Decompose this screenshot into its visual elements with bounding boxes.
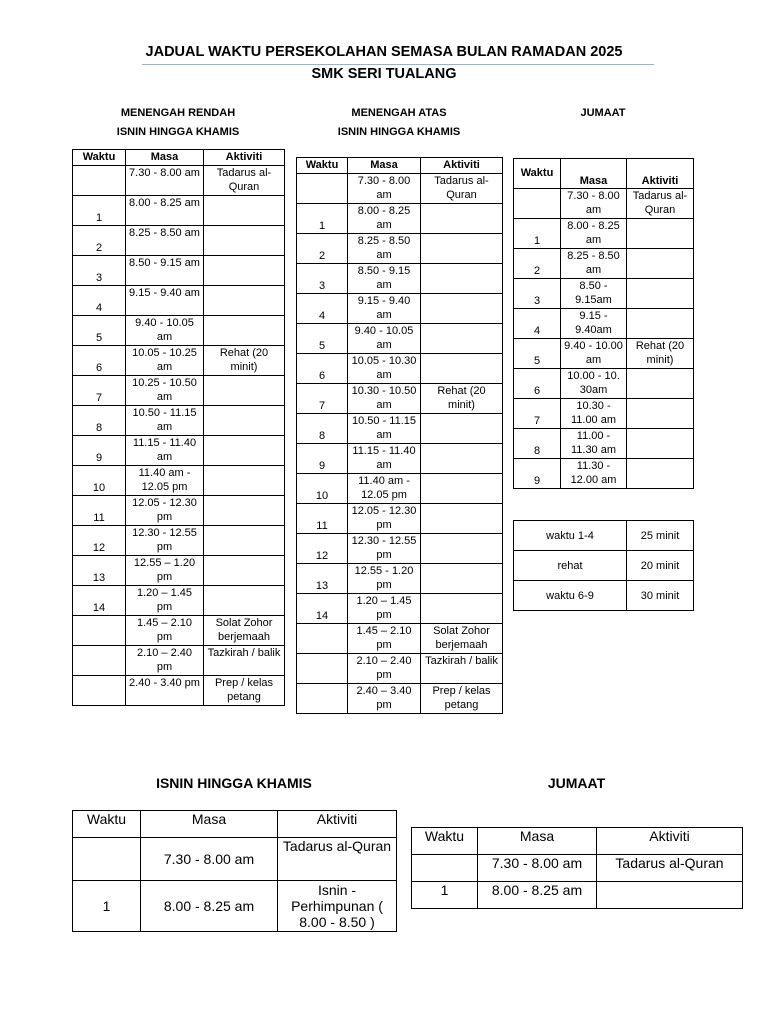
cell-aktiviti — [627, 309, 694, 339]
cell-masa: 8.25 - 8.50 am — [126, 226, 204, 256]
table-row — [73, 676, 285, 706]
atas-heading — [296, 104, 502, 142]
cell-aktiviti — [627, 459, 694, 489]
cell-masa: 12.30 - 12.55 pm — [126, 526, 204, 556]
cell-aktiviti — [204, 586, 285, 616]
table-row — [297, 504, 503, 534]
col-header-waktu: Waktu — [73, 811, 141, 838]
cell-waktu — [514, 189, 561, 219]
cell-aktiviti — [627, 219, 694, 249]
table-row — [297, 174, 503, 204]
cell-masa: 7.30 - 8.00 am — [478, 855, 597, 882]
cell-waktu: 7 — [73, 376, 126, 406]
cell-masa: 10.25 - 10.50 am — [126, 376, 204, 406]
cell-masa: 10.30 - 10.50 am — [348, 384, 421, 414]
cell-waktu — [73, 616, 126, 646]
cell-masa: 11.00 - 11.30 am — [561, 429, 627, 459]
cell-aktiviti — [627, 249, 694, 279]
cell-waktu: 2 — [514, 249, 561, 279]
col-header-aktiviti: Aktiviti — [278, 811, 397, 838]
atas-heading-days: ISNIN HINGGA KHAMIS — [337, 126, 461, 138]
cell-aktiviti — [204, 256, 285, 286]
bottom-left-table — [72, 810, 397, 932]
cell-aktiviti: Solat Zohor berjemaah — [204, 616, 285, 646]
cell-masa: 8.50 - 9.15 am — [126, 256, 204, 286]
rendah-heading-level: MENENGAH RENDAH — [120, 107, 236, 119]
page-title: JADUAL WAKTU PERSEKOLAHAN SEMASA BULAN RAMADAN 2025 — [145, 44, 623, 60]
cell-masa: 8.50 - 9.15 am — [348, 264, 421, 294]
cell-masa: 12.05 - 12.30 pm — [126, 496, 204, 526]
summary-label: waktu 1-4 — [514, 521, 627, 551]
cell-aktiviti: Tadarus al-Quran — [421, 174, 503, 204]
table-row — [297, 384, 503, 414]
table-row — [297, 234, 503, 264]
cell-masa: 12.55 - 1.20 pm — [348, 564, 421, 594]
table-row — [297, 294, 503, 324]
school-name: SMK SERI TUALANG — [311, 66, 457, 82]
table-header-row — [73, 811, 397, 838]
summary-row — [514, 581, 694, 611]
cell-masa: 9.15 - 9.40 am — [126, 286, 204, 316]
cell-waktu: 10 — [297, 474, 348, 504]
table-row — [297, 684, 503, 714]
table-row — [73, 166, 285, 196]
cell-masa: 11.40 am - 12.05 pm — [348, 474, 421, 504]
table-row — [297, 564, 503, 594]
cell-waktu: 1 — [514, 219, 561, 249]
summary-label: waktu 6-9 — [514, 581, 627, 611]
table-row — [73, 316, 285, 346]
table-row — [297, 264, 503, 294]
table-row — [514, 249, 694, 279]
cell-masa: 8.00 - 8.25 am — [126, 196, 204, 226]
table-row — [412, 882, 743, 909]
cell-aktiviti — [204, 406, 285, 436]
cell-waktu: 12 — [297, 534, 348, 564]
table-row — [514, 189, 694, 219]
table-row — [514, 459, 694, 489]
summary-value: 20 minit — [627, 551, 694, 581]
table-row — [73, 526, 285, 556]
cell-waktu — [412, 855, 478, 882]
cell-masa: 8.00 - 8.25 am — [478, 882, 597, 909]
cell-aktiviti — [204, 376, 285, 406]
cell-aktiviti — [597, 882, 743, 909]
cell-masa: 9.15 - 9.40 am — [348, 294, 421, 324]
cell-waktu: 4 — [73, 286, 126, 316]
rendah-table — [72, 149, 285, 706]
table-row — [73, 496, 285, 526]
cell-waktu: 1 — [412, 882, 478, 909]
table-row — [297, 204, 503, 234]
cell-masa: 10.05 - 10.30 am — [348, 354, 421, 384]
cell-masa: 2.10 – 2.40 pm — [348, 654, 421, 684]
cell-masa: 12.30 - 12.55 pm — [348, 534, 421, 564]
table-row — [73, 256, 285, 286]
cell-aktiviti — [421, 294, 503, 324]
cell-aktiviti — [421, 564, 503, 594]
cell-masa: 10.50 - 11.15 am — [126, 406, 204, 436]
cell-waktu: 4 — [297, 294, 348, 324]
summary-row — [514, 521, 694, 551]
cell-waktu: 3 — [514, 279, 561, 309]
summary-row — [514, 551, 694, 581]
col-header-masa: Masa — [348, 158, 421, 174]
summary-value: 30 minit — [627, 581, 694, 611]
table-row — [514, 429, 694, 459]
table-header-row — [297, 158, 503, 174]
table-row — [297, 354, 503, 384]
cell-aktiviti — [421, 444, 503, 474]
col-header-waktu: Waktu — [514, 159, 561, 189]
cell-masa: 10.30 - 11.00 am — [561, 399, 627, 429]
cell-waktu: 10 — [73, 466, 126, 496]
cell-aktiviti — [204, 496, 285, 526]
cell-aktiviti — [627, 279, 694, 309]
cell-waktu: 3 — [73, 256, 126, 286]
cell-masa: 11.40 am - 12.05 pm — [126, 466, 204, 496]
cell-aktiviti — [204, 196, 285, 226]
cell-waktu: 8 — [297, 414, 348, 444]
cell-masa: 9.40 - 10.05 am — [348, 324, 421, 354]
cell-masa: 7.30 - 8.00 am — [141, 838, 278, 881]
cell-waktu: 13 — [73, 556, 126, 586]
cell-waktu: 9 — [297, 444, 348, 474]
col-header-masa: Masa — [478, 828, 597, 855]
cell-masa: 11.30 - 12.00 am — [561, 459, 627, 489]
table-row — [297, 474, 503, 504]
table-row — [297, 534, 503, 564]
cell-aktiviti — [421, 594, 503, 624]
cell-aktiviti: Tadarus al-Quran — [597, 855, 743, 882]
cell-masa: 2.40 - 3.40 pm — [126, 676, 204, 706]
cell-masa: 9.40 - 10.00 am — [561, 339, 627, 369]
cell-masa: 8.50 - 9.15am — [561, 279, 627, 309]
cell-aktiviti — [204, 436, 285, 466]
cell-waktu: 9 — [514, 459, 561, 489]
table-row — [73, 406, 285, 436]
cell-aktiviti: Tadarus al-Quran — [627, 189, 694, 219]
cell-waktu: 5 — [514, 339, 561, 369]
title-divider — [142, 64, 654, 65]
cell-aktiviti — [421, 354, 503, 384]
cell-masa: 1.45 – 2.10 pm — [348, 624, 421, 654]
cell-aktiviti: Rehat (20 minit) — [204, 346, 285, 376]
cell-masa: 2.40 – 3.40 pm — [348, 684, 421, 714]
cell-masa: 11.15 - 11.40 am — [126, 436, 204, 466]
cell-waktu — [297, 624, 348, 654]
table-row — [514, 279, 694, 309]
cell-aktiviti — [204, 316, 285, 346]
cell-aktiviti: Prep / kelas petang — [421, 684, 503, 714]
atas-table — [296, 157, 503, 714]
cell-waktu: 14 — [73, 586, 126, 616]
jumaat-heading: JUMAAT — [580, 107, 626, 119]
cell-waktu: 2 — [297, 234, 348, 264]
cell-aktiviti — [627, 429, 694, 459]
cell-aktiviti — [627, 369, 694, 399]
cell-aktiviti — [421, 474, 503, 504]
duration-summary-table — [513, 520, 694, 611]
cell-aktiviti: Rehat (20 minit) — [627, 339, 694, 369]
col-header-aktiviti: Aktiviti — [421, 158, 503, 174]
table-header-row — [412, 828, 743, 855]
rendah-heading — [72, 104, 284, 142]
cell-waktu: 8 — [73, 406, 126, 436]
cell-waktu: 5 — [297, 324, 348, 354]
col-header-waktu: Waktu — [297, 158, 348, 174]
bottom-right-heading: JUMAAT — [547, 775, 606, 791]
col-header-masa: Masa — [141, 811, 278, 838]
table-row — [73, 646, 285, 676]
table-row — [297, 444, 503, 474]
cell-aktiviti: Isnin - Perhimpunan ( 8.00 - 8.50 ) — [278, 881, 397, 932]
cell-aktiviti — [421, 324, 503, 354]
cell-waktu — [73, 166, 126, 196]
table-header-row — [73, 150, 285, 166]
cell-waktu — [73, 676, 126, 706]
table-row — [297, 324, 503, 354]
cell-waktu: 11 — [297, 504, 348, 534]
cell-waktu: 1 — [297, 204, 348, 234]
table-row — [514, 399, 694, 429]
col-header-masa: Masa — [126, 150, 204, 166]
cell-aktiviti — [204, 556, 285, 586]
cell-waktu: 7 — [514, 399, 561, 429]
table-header-row — [514, 159, 694, 189]
cell-masa: 7.30 - 8.00 am — [561, 189, 627, 219]
cell-masa: 2.10 – 2.40 pm — [126, 646, 204, 676]
cell-aktiviti — [204, 286, 285, 316]
cell-masa: 8.00 - 8.25 am — [141, 881, 278, 932]
cell-masa: 1.20 – 1.45 pm — [348, 594, 421, 624]
cell-aktiviti: Prep / kelas petang — [204, 676, 285, 706]
table-row — [514, 219, 694, 249]
cell-masa: 10.05 - 10.25 am — [126, 346, 204, 376]
bottom-left-heading: ISNIN HINGGA KHAMIS — [156, 775, 312, 791]
table-row — [297, 654, 503, 684]
cell-masa: 11.15 - 11.40 am — [348, 444, 421, 474]
col-header-waktu: Waktu — [412, 828, 478, 855]
cell-aktiviti — [204, 226, 285, 256]
table-row — [297, 624, 503, 654]
summary-label: rehat — [514, 551, 627, 581]
table-row — [514, 369, 694, 399]
cell-aktiviti: Solat Zohor berjemaah — [421, 624, 503, 654]
cell-waktu: 6 — [297, 354, 348, 384]
table-row — [73, 226, 285, 256]
rendah-heading-days: ISNIN HINGGA KHAMIS — [116, 126, 240, 138]
cell-waktu: 9 — [73, 436, 126, 466]
cell-aktiviti — [627, 399, 694, 429]
cell-masa: 8.25 - 8.50 am — [561, 249, 627, 279]
cell-waktu: 1 — [73, 881, 141, 932]
cell-waktu — [73, 646, 126, 676]
col-header-masa: Masa — [561, 159, 627, 189]
cell-masa: 8.25 - 8.50 am — [348, 234, 421, 264]
cell-aktiviti: Tadarus al-Quran — [204, 166, 285, 196]
cell-waktu: 3 — [297, 264, 348, 294]
cell-aktiviti — [421, 414, 503, 444]
cell-waktu: 6 — [514, 369, 561, 399]
jumaat-table — [513, 158, 694, 489]
table-row — [297, 414, 503, 444]
cell-masa: 9.15 - 9.40am — [561, 309, 627, 339]
table-row — [73, 556, 285, 586]
cell-aktiviti — [421, 204, 503, 234]
cell-masa: 10.50 - 11.15 am — [348, 414, 421, 444]
cell-waktu: 4 — [514, 309, 561, 339]
cell-waktu: 11 — [73, 496, 126, 526]
cell-aktiviti: Tazkirah / balik — [204, 646, 285, 676]
cell-waktu — [297, 654, 348, 684]
table-row — [73, 376, 285, 406]
table-row — [73, 616, 285, 646]
table-row — [297, 594, 503, 624]
cell-aktiviti — [204, 466, 285, 496]
atas-heading-level: MENENGAH ATAS — [351, 107, 447, 119]
table-row — [73, 346, 285, 376]
cell-aktiviti — [421, 234, 503, 264]
col-header-aktiviti: Aktiviti — [627, 159, 694, 189]
cell-waktu: 8 — [514, 429, 561, 459]
cell-waktu: 13 — [297, 564, 348, 594]
cell-waktu: 7 — [297, 384, 348, 414]
cell-masa: 8.00 - 8.25 am — [348, 204, 421, 234]
cell-aktiviti: Tazkirah / balik — [421, 654, 503, 684]
cell-aktiviti — [421, 264, 503, 294]
cell-aktiviti — [421, 504, 503, 534]
cell-aktiviti — [421, 534, 503, 564]
col-header-aktiviti: Aktiviti — [597, 828, 743, 855]
cell-masa: 9.40 - 10.05 am — [126, 316, 204, 346]
table-row — [514, 309, 694, 339]
cell-aktiviti — [204, 526, 285, 556]
cell-waktu: 14 — [297, 594, 348, 624]
summary-value: 25 minit — [627, 521, 694, 551]
cell-waktu — [73, 838, 141, 881]
cell-waktu: 1 — [73, 196, 126, 226]
table-row — [412, 855, 743, 882]
cell-aktiviti: Rehat (20 minit) — [421, 384, 503, 414]
table-row — [73, 436, 285, 466]
cell-masa: 10.00 - 10. 30am — [561, 369, 627, 399]
table-row — [73, 838, 397, 881]
cell-aktiviti: Tadarus al-Quran — [278, 838, 397, 881]
cell-masa: 8.00 - 8.25 am — [561, 219, 627, 249]
cell-waktu: 12 — [73, 526, 126, 556]
table-row — [73, 881, 397, 932]
cell-masa: 1.45 – 2.10 pm — [126, 616, 204, 646]
cell-masa: 7.30 - 8.00 am — [126, 166, 204, 196]
table-row — [73, 196, 285, 226]
bottom-right-table — [411, 827, 743, 909]
cell-masa: 12.05 - 12.30 pm — [348, 504, 421, 534]
table-row — [73, 286, 285, 316]
table-row — [73, 586, 285, 616]
table-row — [73, 466, 285, 496]
cell-masa: 7.30 - 8.00 am — [348, 174, 421, 204]
cell-masa: 12.55 – 1.20 pm — [126, 556, 204, 586]
col-header-waktu: Waktu — [73, 150, 126, 166]
cell-waktu — [297, 684, 348, 714]
col-header-aktiviti: Aktiviti — [204, 150, 285, 166]
cell-waktu: 5 — [73, 316, 126, 346]
cell-waktu: 6 — [73, 346, 126, 376]
cell-waktu: 2 — [73, 226, 126, 256]
cell-waktu — [297, 174, 348, 204]
table-row — [514, 339, 694, 369]
cell-masa: 1.20 – 1.45 pm — [126, 586, 204, 616]
